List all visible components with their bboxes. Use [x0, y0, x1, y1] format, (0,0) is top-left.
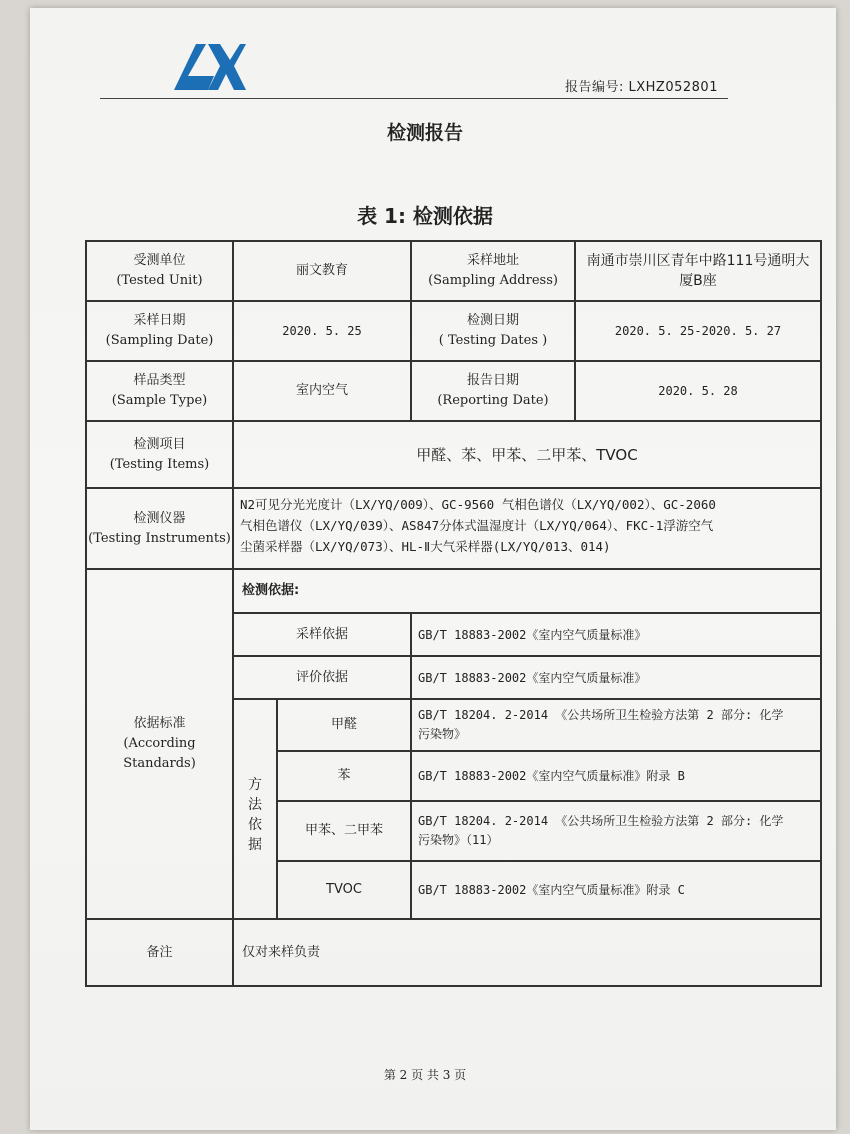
tested-unit-label: 受测单位 (Tested Unit)	[116, 253, 203, 288]
sample-type-value: 室内空气	[295, 383, 348, 398]
sample-type-label: 样品类型 (Sample Type)	[111, 373, 208, 408]
testing-dates-label: 检测日期 ( Testing Dates )	[438, 313, 548, 348]
sampling-basis-label: 采样依据	[295, 626, 348, 642]
method-item-tvoc: TVOC	[326, 882, 362, 897]
reporting-date-label: 报告日期 (Reporting Date)	[437, 373, 549, 408]
remarks-value: 仅对来样负责	[242, 944, 321, 960]
testing-instruments-label: 检测仪器 (Testing Instruments)	[88, 510, 231, 546]
page-footer: 第 2 页 共 3 页	[383, 1068, 467, 1082]
report-number: 报告编号: LXHZ052801	[565, 80, 718, 95]
sampling-basis-value: GB/T 18883-2002《室内空气质量标准》	[418, 627, 647, 642]
section-title: 检测依据:	[242, 583, 300, 598]
tested-unit-value: 丽文教育	[295, 263, 348, 278]
testing-dates-value: 2020. 5. 25-2020. 5. 27	[614, 324, 782, 338]
evaluation-basis-value: GB/T 18883-2002《室内空气质量标准》	[418, 670, 647, 685]
method-item-toluene-xylene: 甲苯、二甲苯	[304, 823, 383, 838]
method-basis-label: 方 法 依 据	[248, 777, 262, 853]
sampling-date-value: 2020. 5. 25	[282, 324, 362, 338]
method-value-formaldehyde: GB/T 18204. 2-2014 《公共场所卫生检验方法第 2 部分: 化学 污染物》	[418, 708, 784, 741]
sampling-address-label: 采样地址 (Sampling Address)	[428, 253, 558, 288]
method-value-tvoc: GB/T 18883-2002《室内空气质量标准》附录 C	[418, 883, 685, 897]
document-title: 检测报告	[386, 122, 463, 144]
remarks-label: 备注	[146, 944, 173, 960]
evaluation-basis-label: 评价依据	[295, 669, 348, 685]
sampling-address-value: 南通市崇川区青年中路111号通明大 厦B座	[586, 253, 810, 289]
method-item-formaldehyde: 甲醛	[330, 717, 357, 732]
method-value-benzene: GB/T 18883-2002《室内空气质量标准》附录 B	[418, 769, 685, 783]
method-value-toluene-xylene: GB/T 18204. 2-2014 《公共场所卫生检验方法第 2 部分: 化学 污染物》（11）	[418, 814, 784, 847]
method-item-benzene: 苯	[337, 768, 351, 783]
testing-items-label: 检测项目 (Testing Items)	[109, 436, 210, 472]
table-title: 表 1: 检测依据	[357, 204, 493, 228]
according-standards-label: 依据标准 (According Standards)	[123, 716, 196, 771]
testing-instruments-value: N2可见分光光度计（LX/YQ/009）、GC-9560 气相色谱仪（LX/YQ/002）、GC-2060 气相色谱仪（LX/YQ/039）、AS847分体式温湿度计（LX/YQ/064）、FKC-1浮游空气 尘菌采样器（LX/YQ/073）、HL-Ⅱ大气采样器(LX/YQ/013、014)	[240, 497, 716, 554]
reporting-date-value: 2020. 5. 28	[658, 384, 738, 398]
sampling-date-label: 采样日期 (Sampling Date)	[105, 313, 214, 348]
testing-items-value: 甲醛、苯、甲苯、二甲苯、TVOC	[416, 445, 638, 464]
